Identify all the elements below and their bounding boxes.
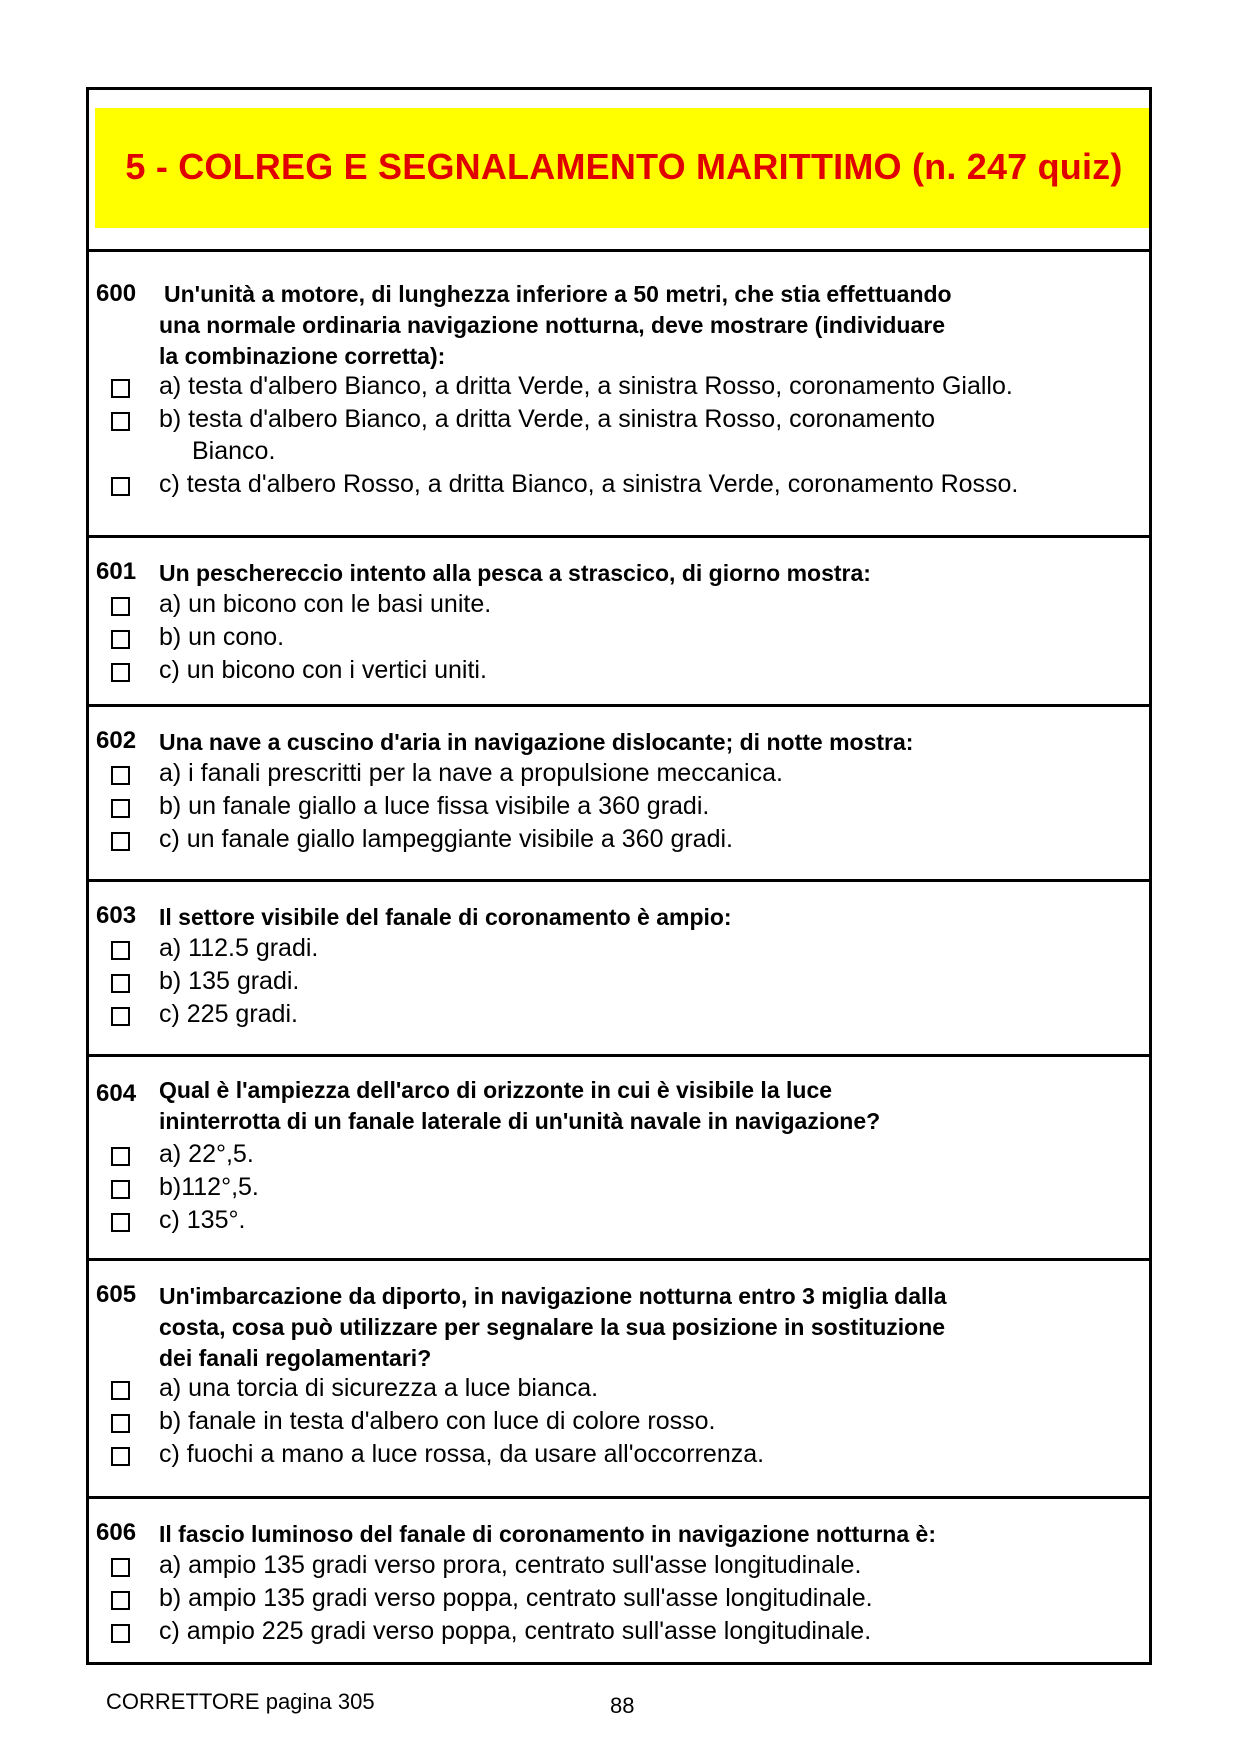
answer-option[interactable] bbox=[89, 654, 1149, 687]
answer-checkbox[interactable] bbox=[111, 1414, 130, 1433]
answer-option[interactable] bbox=[89, 790, 1149, 823]
answer-text: a) testa d'albero Bianco, a dritta Verde, a sinistra Rosso, coronamento Giallo. bbox=[159, 372, 1013, 400]
answer-checkbox[interactable] bbox=[111, 1213, 130, 1232]
question-block bbox=[89, 707, 1149, 877]
question-text-line: costa, cosa può utilizzare per segnalare la sua posizione in sostituzione bbox=[159, 1314, 946, 1340]
answer-text: c) un fanale giallo lampeggiante visibile a 360 gradi. bbox=[159, 825, 733, 853]
question-text bbox=[159, 279, 1109, 372]
question-text bbox=[159, 1075, 1109, 1137]
question-text bbox=[159, 558, 1109, 589]
question-block bbox=[89, 538, 1149, 698]
question-text-line: la combinazione corretta): bbox=[159, 343, 446, 369]
answer-option[interactable] bbox=[89, 621, 1149, 654]
question-text bbox=[159, 1281, 1109, 1374]
answer-checkbox[interactable] bbox=[111, 597, 130, 616]
answer-checkbox[interactable] bbox=[111, 799, 130, 818]
answer-option[interactable] bbox=[89, 1438, 1149, 1471]
answer-checkbox[interactable] bbox=[111, 1558, 130, 1577]
page-number: 88 bbox=[610, 1693, 635, 1718]
answer-checkbox[interactable] bbox=[111, 941, 130, 960]
question-text-line: Una nave a cuscino d'aria in navigazione dislocante; di notte mostra: bbox=[159, 729, 914, 755]
answer-checkbox[interactable] bbox=[111, 1381, 130, 1400]
answer-text: c) testa d'albero Rosso, a dritta Bianco, a sinistra Verde, coronamento Rosso. bbox=[159, 470, 1019, 498]
question-text bbox=[159, 1519, 1109, 1550]
question-number: 604 bbox=[96, 1080, 137, 1107]
answer-option[interactable] bbox=[89, 1405, 1149, 1438]
answer-text: b) un fanale giallo a luce fissa visibile a 360 gradi. bbox=[159, 792, 710, 820]
answer-option[interactable] bbox=[89, 1372, 1149, 1405]
answer-checkbox[interactable] bbox=[111, 1007, 130, 1026]
answer-text: c) 225 gradi. bbox=[159, 1000, 298, 1028]
section-header bbox=[95, 108, 1149, 228]
question-number: 606 bbox=[96, 1519, 137, 1546]
answer-checkbox[interactable] bbox=[111, 1180, 130, 1199]
answer-checkbox[interactable] bbox=[111, 630, 130, 649]
answer-option[interactable] bbox=[89, 757, 1149, 790]
answer-text: a) 112.5 gradi. bbox=[159, 934, 319, 962]
question-block bbox=[89, 1261, 1149, 1496]
answer-option[interactable] bbox=[89, 1549, 1149, 1582]
correttore-reference: CORRETTORE pagina 305 bbox=[106, 1689, 375, 1714]
question-number: 600 bbox=[96, 280, 137, 307]
question-block bbox=[89, 1057, 1149, 1257]
question-text-line: Qual è l'ampiezza dell'arco di orizzonte in cui è visibile la luce bbox=[159, 1077, 833, 1103]
question-number: 602 bbox=[96, 727, 137, 754]
answer-option[interactable] bbox=[89, 965, 1149, 998]
question-text-line: Il settore visibile del fanale di coronamento è ampio: bbox=[159, 904, 732, 930]
question-number: 601 bbox=[96, 558, 137, 585]
answer-option[interactable] bbox=[89, 823, 1149, 856]
answer-text: a) ampio 135 gradi verso prora, centrato sull'asse longitudinale. bbox=[159, 1551, 862, 1579]
answer-text: c) ampio 225 gradi verso poppa, centrato sull'asse longitudinale. bbox=[159, 1617, 872, 1645]
answer-text: c) fuochi a mano a luce rossa, da usare all'occorrenza. bbox=[159, 1440, 765, 1468]
answer-checkbox[interactable] bbox=[111, 974, 130, 993]
answer-option[interactable] bbox=[89, 1171, 1149, 1204]
answer-checkbox[interactable] bbox=[111, 379, 130, 398]
section-title: 5 - COLREG E SEGNALAMENTO MARITTIMO (n. 247 quiz) bbox=[125, 146, 1123, 187]
answer-text: b) testa d'albero Bianco, a dritta Verde, a sinistra Rosso, coronamento bbox=[159, 405, 936, 433]
answer-checkbox[interactable] bbox=[111, 663, 130, 682]
question-block bbox=[89, 1499, 1149, 1662]
question-text-line: dei fanali regolamentari? bbox=[159, 1345, 432, 1371]
answer-text: a) un bicono con le basi unite. bbox=[159, 590, 492, 618]
question-text-line: ininterrotta di un fanale laterale di un'unità navale in navigazione? bbox=[159, 1108, 881, 1134]
answer-text: a) i fanali prescritti per la nave a propulsione meccanica. bbox=[159, 759, 783, 787]
answer-checkbox[interactable] bbox=[111, 1591, 130, 1610]
answer-option[interactable] bbox=[89, 468, 1149, 501]
question-block bbox=[89, 882, 1149, 1052]
question-text-line: Il fascio luminoso del fanale di coronamento in navigazione notturna è: bbox=[159, 1521, 936, 1547]
answer-checkbox[interactable] bbox=[111, 1624, 130, 1643]
question-number: 603 bbox=[96, 902, 137, 929]
question-text-line: Un peschereccio intento alla pesca a strascico, di giorno mostra: bbox=[159, 560, 871, 586]
question-block bbox=[89, 252, 1149, 535]
answer-text: a) 22°,5. bbox=[159, 1140, 254, 1168]
answer-option[interactable] bbox=[89, 932, 1149, 965]
answer-text: c) un bicono con i vertici uniti. bbox=[159, 656, 487, 684]
answer-option[interactable] bbox=[89, 370, 1149, 403]
answer-text-continuation: Bianco. bbox=[192, 437, 276, 465]
question-text-line: Un'imbarcazione da diporto, in navigazione notturna entro 3 miglia dalla bbox=[159, 1283, 947, 1309]
answer-text: b) ampio 135 gradi verso poppa, centrato sull'asse longitudinale. bbox=[159, 1584, 873, 1612]
quiz-frame bbox=[86, 87, 1152, 1665]
answer-text: a) una torcia di sicurezza a luce bianca. bbox=[159, 1374, 599, 1402]
answer-checkbox[interactable] bbox=[111, 412, 130, 431]
question-text bbox=[159, 727, 1109, 758]
answer-option[interactable] bbox=[89, 1204, 1149, 1237]
answer-checkbox[interactable] bbox=[111, 477, 130, 496]
answer-text: c) 135°. bbox=[159, 1206, 246, 1234]
answer-option[interactable] bbox=[89, 1582, 1149, 1615]
answer-text: b) 135 gradi. bbox=[159, 967, 300, 995]
answer-text: b) fanale in testa d'albero con luce di colore rosso. bbox=[159, 1407, 716, 1435]
answer-text: b)112°,5. bbox=[159, 1173, 259, 1201]
answer-checkbox[interactable] bbox=[111, 832, 130, 851]
question-text-line: una normale ordinaria navigazione notturna, deve mostrare (individuare bbox=[159, 312, 946, 338]
answer-option[interactable] bbox=[89, 998, 1149, 1031]
question-text-line: Un'unità a motore, di lunghezza inferiore a 50 metri, che stia effettuando bbox=[164, 281, 952, 307]
answer-text: b) un cono. bbox=[159, 623, 285, 651]
answer-option[interactable] bbox=[89, 403, 1149, 436]
answer-checkbox[interactable] bbox=[111, 1447, 130, 1466]
question-text bbox=[159, 902, 1109, 933]
answer-checkbox[interactable] bbox=[111, 766, 130, 785]
answer-checkbox[interactable] bbox=[111, 1147, 130, 1166]
question-number: 605 bbox=[96, 1281, 137, 1308]
answer-option[interactable] bbox=[89, 588, 1149, 621]
answer-option[interactable] bbox=[89, 1615, 1149, 1648]
answer-option[interactable] bbox=[89, 1138, 1149, 1171]
